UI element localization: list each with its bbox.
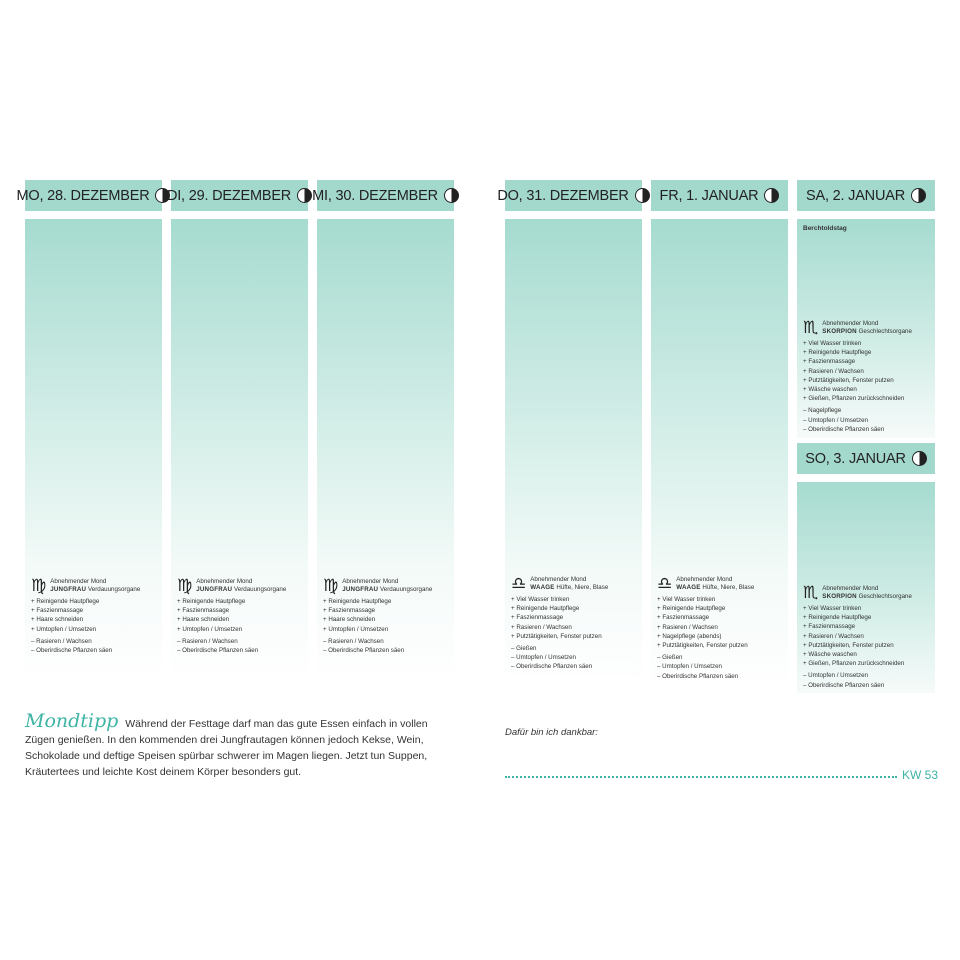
list-item: + Reinigende Hautpflege — [803, 614, 872, 622]
moon-info — [323, 577, 450, 655]
favorable-list — [803, 604, 931, 668]
moon-tip-title: Mondtipp — [25, 710, 119, 732]
list-item: – Umtopfen / Umsetzen — [803, 672, 868, 680]
organ-label: Hüfte, Niere, Blase — [556, 584, 609, 591]
list-item: – Oberirdische Pflanzen säen — [803, 425, 885, 433]
zodiac-sign: SKORPION — [822, 593, 857, 600]
favorable-list — [511, 595, 638, 641]
list-item: + Reinigende Hautpflege — [177, 598, 246, 605]
list-item: + Nagelpflege (abends) — [657, 632, 722, 640]
list-item: + Putztätigkeiten, Fenster putzen — [803, 641, 894, 649]
list-item: + Viel Wasser trinken — [803, 340, 862, 347]
moon-phase-label: Abnehmender Mond — [342, 578, 399, 585]
zodiac-sign: JUNGFRAU — [50, 586, 87, 593]
list-item: + Haare schneiden — [177, 616, 230, 624]
moon-info — [803, 584, 931, 690]
day-column-mo — [16, 180, 162, 680]
moon-phase-icon — [764, 188, 779, 203]
list-item: + Umtopfen / Umsetzen — [31, 625, 97, 633]
zodiac-sign: WAAGE — [530, 584, 555, 591]
gratitude-writing-line[interactable] — [505, 776, 897, 778]
day-header — [497, 180, 642, 211]
list-item: – Rasieren / Wachsen — [323, 637, 384, 645]
list-item: + Wäsche waschen — [803, 651, 857, 659]
day-title: MI, 30. DEZEMBER — [312, 187, 438, 204]
moon-info — [31, 577, 158, 655]
day-column-fr — [651, 180, 788, 690]
list-item: + Umtopfen / Umsetzen — [323, 625, 389, 633]
day-header — [16, 180, 162, 211]
list-item: – Rasieren / Wachsen — [31, 637, 92, 645]
moon-tip — [25, 710, 445, 780]
list-item: + Reinigende Hautpflege — [657, 605, 726, 613]
list-item: + Haare schneiden — [323, 616, 376, 624]
list-item: + Faszienmassage — [177, 607, 230, 615]
week-number: KW 53 — [902, 768, 939, 782]
list-item: + Gießen, Pflanzen zurückschneiden — [803, 660, 905, 668]
virgo-icon: ♍ — [177, 576, 193, 596]
moon-phase-label: Abnehmender Mond — [822, 585, 879, 592]
list-item: + Reinigende Hautpflege — [511, 605, 580, 613]
moon-phase-label: Abnehmender Mond — [196, 578, 253, 585]
list-item: – Gießen — [511, 645, 537, 653]
moon-phase-icon — [444, 188, 459, 203]
day-header — [797, 180, 935, 211]
list-item: – Oberirdische Pflanzen säen — [177, 647, 259, 655]
day-column-so — [797, 443, 935, 693]
day-title: FR, 1. JANUAR — [659, 187, 759, 204]
libra-icon: ♎ — [657, 574, 673, 594]
list-item: – Nagelpflege — [803, 407, 842, 415]
day-header — [651, 180, 788, 211]
day-title: MO, 28. DEZEMBER — [16, 187, 150, 204]
unfavorable-list — [803, 406, 931, 434]
list-item: + Rasieren / Wachsen — [511, 623, 572, 631]
virgo-icon: ♍ — [323, 576, 339, 596]
day-header — [797, 443, 935, 474]
list-item: + Faszienmassage — [657, 614, 710, 622]
list-item: – Gießen — [657, 654, 683, 662]
list-item: + Rasieren / Wachsen — [657, 623, 718, 631]
favorable-list — [31, 597, 158, 634]
list-item: + Viel Wasser trinken — [511, 596, 570, 603]
zodiac-sign: JUNGFRAU — [342, 586, 379, 593]
list-item: – Oberirdische Pflanzen säen — [31, 647, 113, 655]
list-item: + Putztätigkeiten, Fenster putzen — [803, 376, 894, 384]
moon-phase-label: Abnehmender Mond — [50, 578, 107, 585]
moon-phase-label: Abnehmender Mond — [676, 576, 733, 583]
list-item: + Faszienmassage — [323, 607, 376, 615]
list-item: + Rasieren / Wachsen — [803, 367, 864, 375]
list-item: – Oberirdische Pflanzen säen — [323, 647, 405, 655]
moon-info — [803, 319, 931, 434]
moon-phase-icon — [635, 188, 650, 203]
day-notes-area[interactable] — [25, 219, 162, 680]
zodiac-sign: SKORPION — [822, 328, 857, 335]
moon-info — [177, 577, 304, 655]
day-notes-area[interactable] — [171, 219, 308, 680]
list-item: + Reinigende Hautpflege — [803, 349, 872, 357]
unfavorable-list — [31, 637, 158, 655]
moon-phase-icon — [912, 451, 927, 466]
moon-phase-icon — [297, 188, 312, 203]
list-item: – Oberirdische Pflanzen säen — [657, 672, 739, 680]
list-item: – Rasieren / Wachsen — [177, 637, 238, 645]
list-item: + Reinigende Hautpflege — [31, 598, 100, 605]
favorable-list — [323, 597, 450, 634]
list-item: – Oberirdische Pflanzen säen — [511, 663, 593, 671]
list-item: + Faszienmassage — [803, 358, 856, 366]
organ-label: Geschlechtsorgane — [858, 593, 912, 600]
organ-label: Verdauungsorgane — [233, 586, 287, 593]
gratitude-label: Dafür bin ich dankbar: — [505, 727, 598, 738]
day-column-di — [166, 180, 308, 680]
zodiac-sign: WAAGE — [676, 584, 701, 591]
day-column-do — [497, 180, 642, 685]
list-item: + Putztätigkeiten, Fenster putzen — [511, 632, 602, 640]
list-item: + Faszienmassage — [803, 623, 856, 631]
list-item: + Gießen, Pflanzen zurückschneiden — [803, 395, 905, 403]
unfavorable-list — [177, 637, 304, 655]
organ-label: Geschlechtsorgane — [858, 328, 912, 335]
unfavorable-list — [323, 637, 450, 655]
list-item: + Wäsche waschen — [803, 386, 857, 394]
list-item: + Putztätigkeiten, Fenster putzen — [657, 642, 748, 650]
list-item: + Rasieren / Wachsen — [803, 632, 864, 640]
day-header — [166, 180, 308, 211]
unfavorable-list — [803, 671, 931, 689]
list-item: – Umtopfen / Umsetzen — [511, 654, 576, 662]
day-header — [312, 180, 454, 211]
list-item: + Reinigende Hautpflege — [323, 598, 392, 605]
scorpio-icon: ♏ — [803, 318, 819, 338]
day-column-sa — [797, 180, 935, 438]
day-title: SA, 2. JANUAR — [806, 187, 905, 204]
organ-label: Verdauungsorgane — [87, 586, 141, 593]
day-title: DO, 31. DEZEMBER — [497, 187, 629, 204]
moon-info — [511, 575, 638, 672]
organ-label: Verdauungsorgane — [379, 586, 433, 593]
zodiac-sign: JUNGFRAU — [196, 586, 233, 593]
list-item: – Umtopfen / Umsetzen — [657, 663, 722, 671]
day-notes-area[interactable] — [797, 219, 935, 438]
list-item: + Viel Wasser trinken — [657, 596, 716, 603]
unfavorable-list — [511, 644, 638, 672]
favorable-list — [177, 597, 304, 634]
organ-label: Hüfte, Niere, Blase — [702, 584, 755, 591]
list-item: – Umtopfen / Umsetzen — [803, 416, 868, 424]
list-item: – Oberirdische Pflanzen säen — [803, 681, 885, 689]
favorable-list — [803, 339, 931, 403]
moon-tip-text: Während der Festtage darf man das gute Essen einfach in vollen Zügen genießen. In den kommenden drei Jungfrautagen können jedoch Kekse, Wein, Schokolade und deftige Speisen spürbar schwerer im Magen liegen. Jetzt tun Suppen, Kräutertees und leichte Kost deinem Körper besonders gut. — [25, 718, 428, 778]
list-item: + Haare schneiden — [31, 616, 84, 624]
list-item: + Umtopfen / Umsetzen — [177, 625, 243, 633]
libra-icon: ♎ — [511, 574, 527, 594]
day-notes-area[interactable] — [797, 482, 935, 693]
day-column-mi — [312, 180, 454, 680]
moon-phase-label: Abnehmender Mond — [822, 320, 879, 327]
moon-phase-icon — [911, 188, 926, 203]
unfavorable-list — [657, 653, 784, 681]
virgo-icon: ♍ — [31, 576, 47, 596]
holiday-label: Berchtoldstag — [803, 225, 847, 232]
moon-phase-label: Abnehmender Mond — [530, 576, 587, 583]
day-notes-area[interactable] — [651, 219, 788, 690]
list-item: + Viel Wasser trinken — [803, 605, 862, 612]
favorable-list — [657, 595, 784, 650]
scorpio-icon: ♏ — [803, 583, 819, 603]
list-item: + Faszienmassage — [31, 607, 84, 615]
list-item: + Faszienmassage — [511, 614, 564, 622]
moon-info — [657, 575, 784, 681]
day-title: DI, 29. DEZEMBER — [166, 187, 292, 204]
day-notes-area[interactable] — [317, 219, 454, 680]
day-title: SO, 3. JANUAR — [805, 450, 906, 467]
day-notes-area[interactable] — [505, 219, 642, 685]
